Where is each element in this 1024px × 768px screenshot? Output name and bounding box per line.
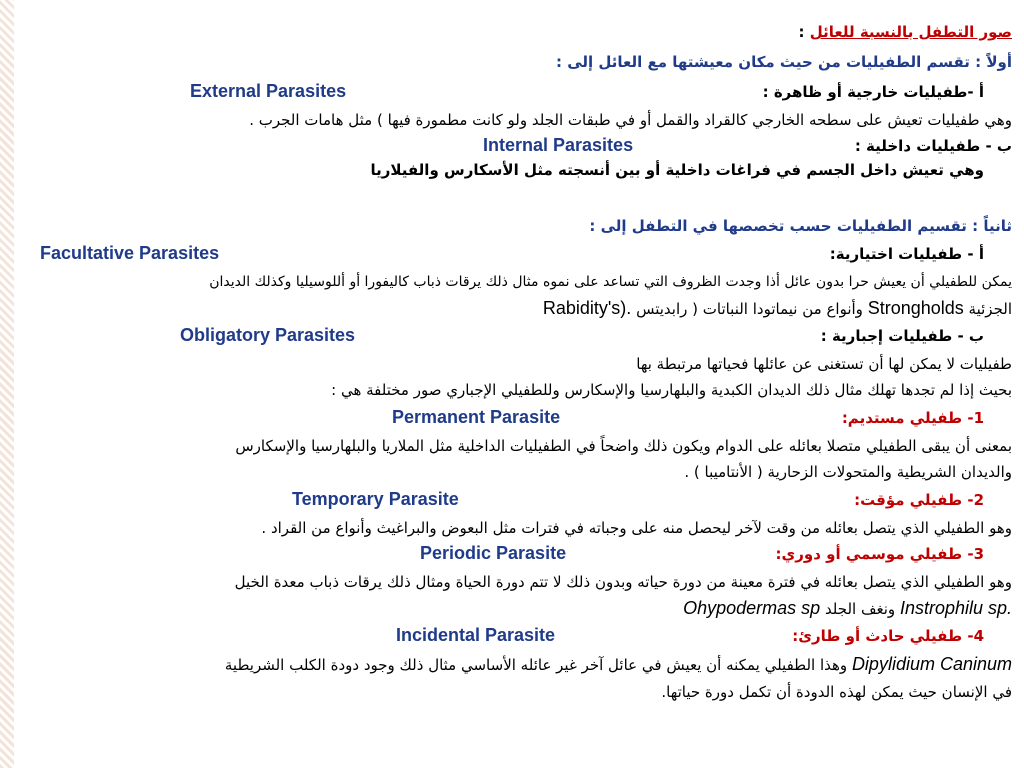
term-ohypodermas: Ohypodermas sp	[683, 598, 821, 618]
heading-obligatory-en: Obligatory Parasites	[180, 325, 356, 345]
term-dipylidium: Dipylidium Caninum	[851, 654, 1012, 674]
heading-permanent-en: Permanent Parasite	[392, 407, 561, 427]
paragraph-facultative-1: يمكن للطفيلي أن يعيش حرا بدون عائل أذا وجدت الظروف التي تساعد على نموه مثال ذلك يرقات ذباب كاليفورا أو أللوسيليا وكذلك الديدان	[209, 274, 1012, 290]
title-text: صور التطفل بالنسبة للعائل	[809, 23, 1012, 41]
heading-obligatory-ar: ب - طفيليات إجبارية :	[820, 327, 984, 345]
paragraph-obligatory-2: بحيث إذا لم تجدها تهلك مثال ذلك الديدان الكبدية والبلهارسيا والإسكارس وللطفيلي الإجباري صور مختلفة هي :	[331, 381, 1012, 399]
paragraph-permanent-1: بمعنى أن يبقى الطفيلي متصلا بعائله على الدوام ويكون ذلك واضحاً في الطفيليات الداخلية مثل الملاريا والبلهارسيا والإسكارس	[235, 437, 1012, 455]
heading-temporary-en: Temporary Parasite	[292, 489, 459, 509]
term-instrophilu: Instrophilu sp.	[899, 598, 1012, 618]
heading-periodic-en: Periodic Parasite	[420, 543, 567, 563]
term-rabidity: Rabidity's).	[542, 298, 632, 318]
heading-internal-ar: ب - طفيليات داخلية :	[854, 137, 1012, 155]
heading-internal-en: Internal Parasites	[483, 135, 634, 155]
paragraph-incidental-2: في الإنسان حيث يمكن لهذه الدودة أن تكمل دورة حياتها.	[661, 683, 1012, 701]
section-title: صور التطفل بالنسبة للعائل :	[798, 23, 1012, 41]
heading-facultative-ar: أ - طفيليات اختيارية:	[829, 245, 984, 263]
paragraph-permanent-2: والديدان الشريطية والمتحولات الزحارية ( الأنتاميبا ) .	[684, 463, 1012, 481]
decorative-left-stripe	[0, 0, 14, 768]
term-strongholds: Strongholds	[867, 298, 964, 318]
heading-temporary-ar: 2- طفيلي مؤقت:	[854, 491, 984, 509]
paragraph-external: وهي طفيليات تعيش على سطحه الخارجي كالقراد والقمل أو في طبقات الجلد ولو كانت مطمورة فيها ) مثل هامات الجرب .	[249, 111, 1012, 129]
heading-incidental-en: Incidental Parasite	[396, 625, 556, 645]
paragraph-periodic-2: Instrophilu sp. ونغف الجلد Ohypodermas sp	[683, 598, 1012, 618]
heading-external-en: External Parasites	[190, 81, 347, 101]
paragraph-obligatory-1: طفيليات لا يمكن لها أن تستغنى عن عائلها فحياتها مرتبطة بها	[636, 355, 1012, 373]
paragraph-temporary: وهو الطفيلي الذي يتصل بعائله من وقت لآخر ليحصل منه على وجباته في فترات مثل البعوض والبراغيث وأنواع من القراد .	[261, 519, 1012, 537]
heading-permanent-ar: 1- طفيلي مستديم:	[841, 409, 984, 427]
heading-incidental-ar: 4- طفيلي حادث أو طارئ:	[792, 627, 984, 645]
heading-first-classification: أولاً : تقسم الطفيليات من حيث مكان معيشتها مع العائل إلى :	[555, 53, 1012, 71]
paragraph-internal: وهي تعيش داخل الجسم في فراغات داخلية أو بين أنسجته مثل الأسكارس والفيلاريا	[370, 161, 984, 179]
paragraph-periodic-1: وهو الطفيلي الذي يتصل بعائله في فترة معينة من دورة حياته وبدون ذلك لا تتم دورة الحياة ومثال ذلك يرقات ذباب معدة الخيل	[234, 573, 1012, 591]
paragraph-facultative-2: الجزئية Strongholds وأنواع من نيماتودا النباتات ( رابديتس Rabidity's).	[542, 298, 1012, 318]
paragraph-incidental-1: Dipylidium Caninum وهذا الطفيلي يمكنه أن يعيش في عائل آخر غير عائله الأساسي مثال ذلك وجود دودة الكلب الشريطية	[224, 654, 1012, 674]
heading-second-classification: ثانياً : تقسيم الطفيليات حسب تخصصها في التطفل إلى :	[589, 217, 1012, 235]
heading-facultative-en: Facultative Parasites	[40, 243, 220, 263]
heading-periodic-ar: 3- طفيلي موسمي أو دوري:	[775, 545, 984, 563]
heading-external-ar: أ -طفيليات خارجية أو ظاهرة :	[762, 83, 984, 101]
